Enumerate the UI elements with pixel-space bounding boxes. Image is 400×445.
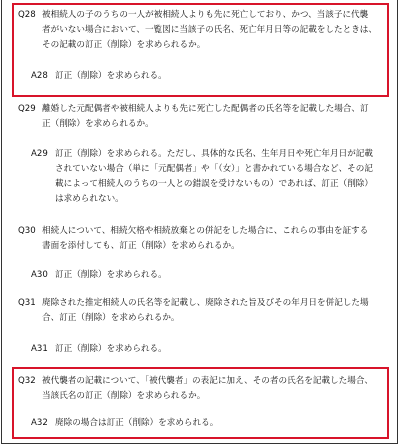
question-id: Q30 xyxy=(18,226,36,236)
question-text: 廃除された推定相続人の氏名等を記載し、廃除された旨及びその年月日を併記した場 xyxy=(42,298,369,308)
question-text: 書面を添付しても、訂正（削除）を求められるか。 xyxy=(42,241,240,251)
answer-text: 訂正（削除）を求められる。 xyxy=(55,270,167,280)
question-id: Q32 xyxy=(18,376,36,386)
answer-id: A28 xyxy=(31,71,48,81)
answer-id: A32 xyxy=(31,418,48,428)
answer-text: 訂正（削除）を求められる。ただし、具体的な氏名、生年月日や死亡年月日が記載 xyxy=(55,149,373,159)
answer-text: は求められない。 xyxy=(55,194,124,204)
question-id: Q28 xyxy=(18,10,36,20)
question-text: 離婚した元配偶者や被相続人よりも先に死亡した配偶者の氏名等を記載した場合、訂 xyxy=(42,104,369,114)
question-text: 当該氏名の訂正（削除）を求められるか。 xyxy=(42,391,206,401)
question-id: Q31 xyxy=(18,298,36,308)
answer-text: されていない場合（単に「元配偶者」や「（女）」と書かれている場合など、その記 xyxy=(55,164,373,174)
question-text: 被代襲者の記載について、「被代襲者」の表記に加え、その者の氏名を記載した場合、 xyxy=(42,376,374,386)
question-text: 相続人について、相続欠格や相続放棄との併記をした場合に、これらの事由を証する xyxy=(42,226,369,236)
answer-text: 廃除の場合は訂正（削除）を求められる。 xyxy=(55,418,219,428)
answer-text: 載によって相続人のうちの一人との錯誤を受けないもの）であれば、訂正（削除） xyxy=(55,179,373,189)
question-text: 正（削除）を求められるか。 xyxy=(42,119,154,129)
answer-text: 訂正（削除）を求められる。 xyxy=(55,71,167,81)
answer-id: A30 xyxy=(31,270,48,280)
question-id: Q29 xyxy=(18,104,36,114)
question-text: 者がいない場合において、一覧図に当該子の氏名、死亡年月日等の記載をしたときは、 xyxy=(42,25,377,35)
question-text: 被相続人の子のうちの一人が被相続人よりも先に死亡しており、かつ、当該子に代襲 xyxy=(42,10,369,20)
answer-id: A31 xyxy=(31,344,48,354)
question-text: 合、訂正（削除）を求められるか。 xyxy=(42,313,180,323)
answer-id: A29 xyxy=(31,149,48,159)
question-text: その記載の訂正（削除）を求められるか。 xyxy=(42,40,206,50)
answer-text: 訂正（削除）を求められる。 xyxy=(55,344,167,354)
